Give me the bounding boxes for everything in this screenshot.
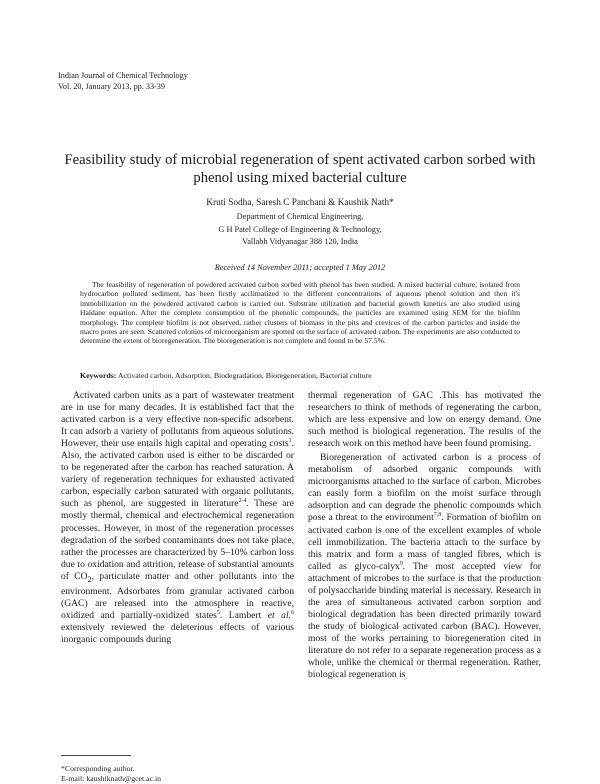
journal-issue: Vol. 20, January 2013, pp. 33-39	[58, 81, 165, 91]
body-right-column	[308, 390, 541, 681]
journal-name: Indian Journal of Chemical Technology	[58, 71, 188, 80]
citation: 6	[291, 609, 295, 616]
body-left-column	[61, 390, 294, 646]
citation: 5	[216, 609, 220, 616]
affiliation-line-3: Vallabh Vidyanagar 388 120, India	[242, 237, 358, 246]
right-paragraph-2	[308, 452, 541, 681]
left-paragraph-1	[61, 390, 294, 646]
received-dates: Received 14 November 2011; accepted 1 May 2012	[214, 263, 386, 272]
paper-title: Feasibility study of microbial regeneration of spent activated carbon sorbed with phenol using mixed bacterial culture	[64, 152, 536, 186]
text-run: . Also, the activated carbon used is either to be discarded or to be regenerated after the carbon has reached saturation. A variety of regeneration techniques for exhausted activated carbon, especially carbon saturated with organic pollutants, such as phenol, are suggested in literature	[61, 438, 294, 510]
citation: 1	[288, 438, 292, 444]
text-run: . Formation of biofilm on activated carbon is one of the excellent examples of whole cell immobilization. The bacteria attach to the surface by this matrix and form a mass of tangled fibres, which is called as glyco-calyx	[308, 512, 541, 572]
text-run: extensively reviewed the deleterious effects of various inorganic compounds during	[61, 621, 294, 645]
et-al: et al.	[267, 609, 292, 621]
author-email: E-mail: kaushiknath@gcet.ac.in	[61, 774, 162, 783]
text-run: . The most accepted view for attachment of microbes to the surface is that the production of polysaccharide binding material is necessary. Research in the area of simultaneous activated carbon sorption and biological degradation has been directed primarily toward the study of biological activated carbon (BAC). However, most of the works pertaining to bioregeneration cited in literature do not refer to a separate regeneration process as a whole, unlike the chemical or thermal regeneration. Rather, biological regeneration is	[308, 560, 541, 681]
citation: 9	[399, 560, 403, 567]
text-run: Activated carbon units as a part of wastewater treatment are in use for many decades. It is established fact that the activated carbon is a very effective non-specific adsorbent. It can adsorb a variety of pollutants from aqueous solutions. However, their use entails high capital and operating costs	[61, 390, 294, 450]
abstract: The feasibility of regeneration of powdered activated carbon sorbed with phenol has been studied. A mixed bacterial culture, isolated from hydrocarbon polluted sediment, has been firstly acclimatized to the different concentrations of aqueous phenol solution and then it's immobilization on the powdered activated carbon is carried out. Substrate utilization and bacterial growth kinetics are also studied using Haldane equation. After the complete consumption of the phenolic compounds, the particles are examined using SEM for the biofilm morphology. The complete biofilm is not observed, rather clusters of biomass in the pits and crevices of the carbon particles and inside the macro pores are seen. Scattered colonies of microorganism are spotted on the surface of activated carbon. The experiments are also conducted to determine the extent of bioregeneration. The bioregeneration is not complete and found to be 57.5%.	[80, 280, 520, 346]
citation: 2-4	[238, 498, 247, 505]
keywords-text: Activated carbon, Adsorption, Biodegradation, Bioregeneration, Bacterial culture	[117, 371, 372, 380]
affiliation-line-2: G H Patel College of Engineering & Technology,	[218, 224, 382, 234]
authors: Kruti Sodha, Saresh C Panchani & Kaushik Nath*	[206, 198, 394, 208]
footnote-rule	[61, 755, 131, 756]
footnote	[61, 764, 161, 784]
affiliation-line-1: Department of Chemical Engineering,	[236, 212, 364, 221]
right-paragraph-1: thermal regeneration of GAC .This has motivated the researchers to think of methods of regenerating the carbon, which are less expensive and low on energy demand. One such method is biological regeneration. The results of the research work on this method have been found promising.	[308, 390, 541, 450]
keywords-label: Keywords:	[80, 371, 117, 380]
corresponding-author: *Corresponding author.	[61, 764, 135, 773]
citation: 7,8	[433, 512, 442, 519]
text-run: . Lambert	[219, 609, 268, 621]
text-run: . These are mostly thermal, chemical and electrochemical regeneration processes. However, in most of the regeneration processes degradation of the sorbed contaminants does not take place, rather the processes are characterized by 5–10% carbon loss due to oxidation and attrition, release of substantial amounts of CO	[61, 498, 294, 582]
keywords	[80, 371, 540, 380]
text-run: , particulate matter and other pollutants into the environment. Adsorbates from granular activated carbon (GAC) are released into the atmosphere in reactive, oxidized and partially-oxidized states	[61, 570, 295, 621]
journal-header	[58, 71, 188, 92]
affiliation	[150, 211, 450, 249]
text-run: Bioregeneration of activated carbon is a process of metabolism of adsorbed organic compounds with microorganisms attached to the surface of carbon. Microbes can easily form a biofilm on the moist surface through adsorption and can degrade the phenolic compounds which pose a threat to the environment	[308, 452, 541, 524]
subscript: 2	[87, 574, 92, 584]
